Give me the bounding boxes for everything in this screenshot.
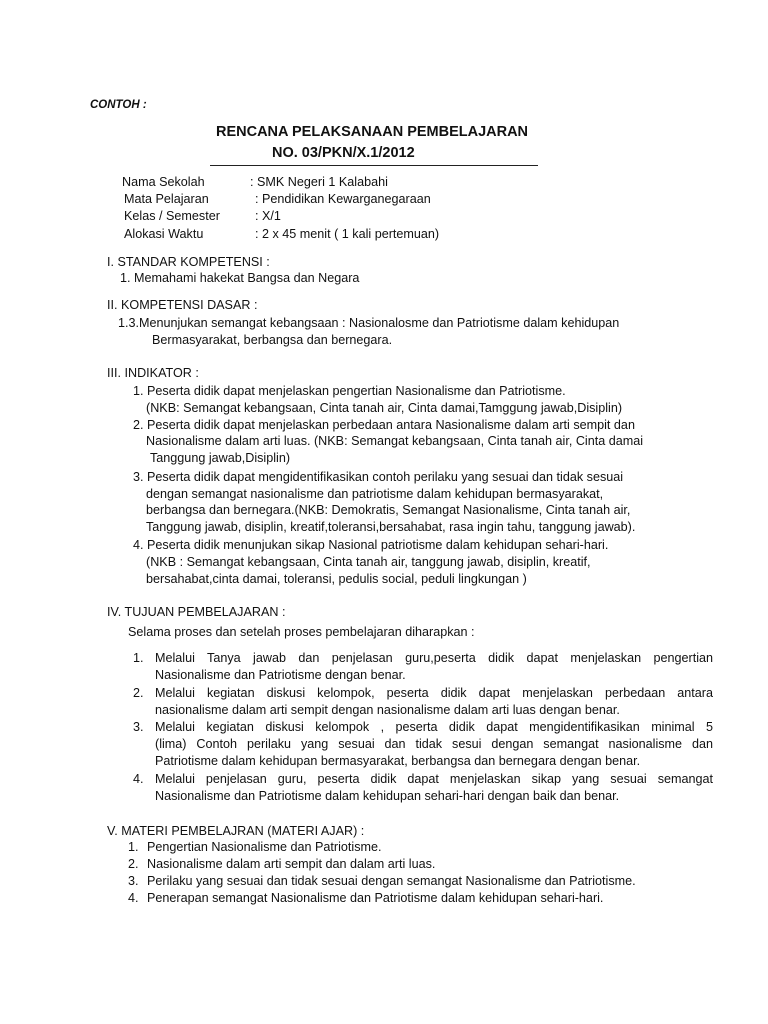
section-2-line: Bermasyarakat, berbangsa dan bernegara. xyxy=(152,333,393,347)
indicator-line: Tanggung jawab, disiplin, kreatif,toleransi,bersahabat, rasa ingin tahu, tanggung jawab). xyxy=(146,520,636,534)
identity-value-time: : 2 x 45 menit ( 1 kali pertemuan) xyxy=(255,227,440,241)
material-number: 2. xyxy=(128,857,139,871)
indicator-line: dengan semangat nasionalisme dan patriotisme dalam kehidupan bermasyarakat, xyxy=(146,487,604,501)
identity-label-time: Alokasi Waktu xyxy=(124,227,204,241)
objective-line: nasionalisme dalam arti sempit dengan nasionalisme dalam arti luas dengan benar. xyxy=(155,703,620,717)
section-2-line: 1.3.Menunjukan semangat kebangsaan : Nasionalosme dan Patriotisme dalam kehidupan xyxy=(118,316,620,330)
objective-number: 4. xyxy=(133,772,144,786)
identity-value-subject: : Pendidikan Kewarganegaraan xyxy=(255,192,431,206)
indicator-line: bersahabat,cinta damai, toleransi, pedulis social, peduli lingkungan ) xyxy=(146,572,527,586)
material-item: Nasionalisme dalam arti sempit dan dalam arti luas. xyxy=(147,857,436,871)
material-number: 1. xyxy=(128,840,139,854)
identity-label-school: Nama Sekolah xyxy=(122,175,205,189)
identity-label-subject: Mata Pelajaran xyxy=(124,192,209,206)
material-item: Perilaku yang sesuai dan tidak sesuai dengan semangat Nasionalisme dan Patriotisme. xyxy=(147,874,636,888)
material-number: 3. xyxy=(128,874,139,888)
indicator-line: 4. Peserta didik menunjukan sikap Nasional patriotisme dalam kehidupan sehari-hari. xyxy=(133,538,609,552)
objective-line: Nasionalisme dan Patriotisme dalam kehidupan sehari-hari dengan baik dan benar. xyxy=(155,789,620,803)
material-number: 4. xyxy=(128,891,139,905)
section-1-item: 1. Memahami hakekat Bangsa dan Negara xyxy=(120,271,360,285)
objective-line: Melalui kegiatan diskusi kelompok, peserta didik dapat menjelaskan perbedaan antara xyxy=(155,686,713,700)
objective-number: 1. xyxy=(133,651,144,665)
indicator-line: (NKB : Semangat kebangsaan, Cinta tanah air, tanggung jawab, disiplin, kreatif, xyxy=(146,555,591,569)
title-underline xyxy=(210,165,538,166)
indicator-line: Nasionalisme dalam arti luas. (NKB: Semangat kebangsaan, Cinta tanah air, Cinta damai xyxy=(146,434,644,448)
section-3-heading: III. INDIKATOR : xyxy=(107,366,199,380)
objective-number: 2. xyxy=(133,686,144,700)
section-4-heading: IV. TUJUAN PEMBELAJARAN : xyxy=(107,605,286,619)
section-5-heading: V. MATERI PEMBELAJRAN (MATERI AJAR) : xyxy=(107,824,365,838)
objective-line: (lima) Contoh perilaku yang sesuai dan tidak sesui dengan semangat nasionalisme dan xyxy=(155,737,713,751)
objective-number: 3. xyxy=(133,720,144,734)
objective-line: Melalui Tanya jawab dan penjelasan guru,peserta didik dapat menjelaskan pengertian xyxy=(155,651,713,665)
objective-line: Nasionalisme dan Patriotisme dengan benar. xyxy=(155,668,406,682)
material-item: Penerapan semangat Nasionalisme dan Patriotisme dalam kehidupan sehari-hari. xyxy=(147,891,604,905)
indicator-line: (NKB: Semangat kebangsaan, Cinta tanah air, Cinta damai,Tamggung jawab,Disiplin) xyxy=(146,401,623,415)
objective-line: Patriotisme dalam kehidupan bermasyarakat, berbangsa dan bernegara dengan benar. xyxy=(155,754,641,768)
identity-value-school: : SMK Negeri 1 Kalabahi xyxy=(250,175,388,189)
section-1-heading: I. STANDAR KOMPETENSI : xyxy=(107,255,270,269)
identity-value-class: : X/1 xyxy=(255,209,281,223)
section-2-heading: II. KOMPETENSI DASAR : xyxy=(107,298,258,312)
contoh-label: CONTOH : xyxy=(90,99,147,111)
objective-line: Melalui kegiatan diskusi kelompok , peserta didik dapat mengidentifikasikan minimal 5 xyxy=(155,720,713,734)
indicator-line: 1. Peserta didik dapat menjelaskan pengertian Nasionalisme dan Patriotisme. xyxy=(133,384,566,398)
document-title: RENCANA PELAKSANAAN PEMBELAJARAN xyxy=(216,124,529,140)
identity-label-class: Kelas / Semester xyxy=(124,209,220,223)
indicator-line: Tanggung jawab,Disiplin) xyxy=(150,451,291,465)
objective-line: Melalui penjelasan guru, peserta didik dapat menjelaskan sikap yang sesuai semangat xyxy=(155,772,713,786)
indicator-line: berbangsa dan bernegara.(NKB: Demokratis, Semangat Nasionalisme, Cinta tanah air, xyxy=(146,503,631,517)
indicator-line: 3. Peserta didik dapat mengidentifikasikan contoh perilaku yang sesuai dan tidak sesuai xyxy=(133,470,624,484)
material-item: Pengertian Nasionalisme dan Patriotisme. xyxy=(147,840,382,854)
section-4-intro: Selama proses dan setelah proses pembelajaran diharapkan : xyxy=(128,625,475,639)
document-number: NO. 03/PKN/X.1/2012 xyxy=(272,145,415,161)
indicator-line: 2. Peserta didik dapat menjelaskan perbedaan antara Nasionalisme dalam arti sempit dan xyxy=(133,418,635,432)
